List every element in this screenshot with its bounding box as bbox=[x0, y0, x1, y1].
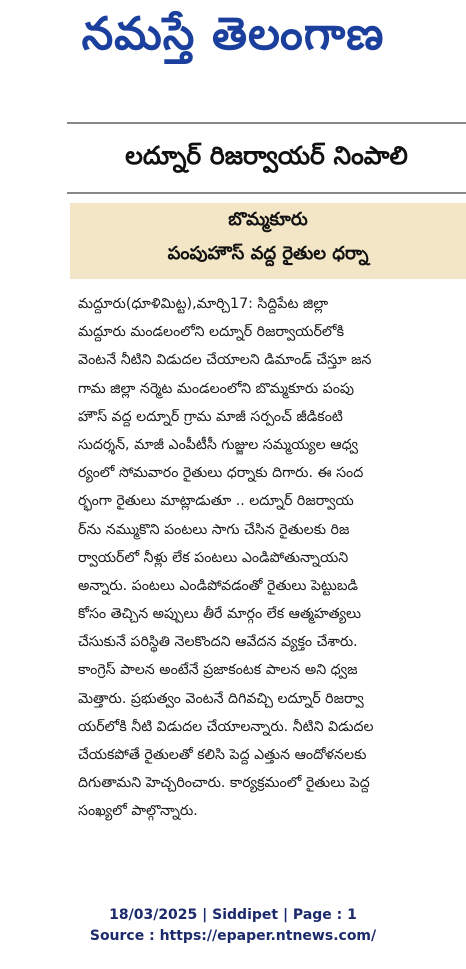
article-line: ర్‌ను నమ్ముకొని పంటలు సాగు చేసిన రైతులకు రిజ bbox=[78, 521, 350, 538]
article-line: మెత్తారు. ప్రభుత్వం వెంటనే దిగివచ్చి లద్నూర్ రిజర్వా bbox=[78, 690, 364, 707]
article-line: హౌస్ వద్ద లద్నూర్ గ్రామ మాజీ సర్పంచ్ జీడికంటి bbox=[78, 408, 343, 425]
newspaper-logo: నమస్తే తెలంగాణ bbox=[81, 7, 385, 60]
article-line: వెంటనే నీటిని విడుదల చేయాలని డిమాండ్ చేస్తూ జన bbox=[78, 352, 372, 369]
article-line: గామ జిల్లా నర్మెట మండలంలోని బొమ్మకూరు పంపు bbox=[78, 380, 355, 397]
masthead bbox=[0, 0, 466, 80]
article-line: సంఖ్యలో పాల్గొన్నారు. bbox=[78, 803, 198, 820]
article-line: కాంగ్రెస్ పాలన అంటేనే ప్రజాకంటక పాలన అని ధ్వజ bbox=[78, 662, 358, 679]
page-footer bbox=[0, 905, 466, 947]
article-line: యర్‌లోకి నీటి విడుదల చేయాలన్నారు. నీటిని విడుదల bbox=[78, 718, 374, 735]
article-line: ర్భంగా రైతులు మాట్లాడుతూ .. లద్నూర్ రిజర్వాయ bbox=[78, 493, 354, 510]
article-line: అన్నారు. పంటలు ఎండిపోవడంతో రైతులు పెట్టుబడి bbox=[78, 577, 358, 594]
headline-bottom-rule bbox=[67, 192, 466, 194]
article-line: మద్దూరు(ధూళిమిట్ట),మార్చి17: సిద్దిపేట జిల్లా bbox=[78, 296, 329, 312]
headline-top-rule bbox=[67, 122, 466, 124]
article-body bbox=[78, 290, 458, 826]
subhead-line-2: పంపుహౌస్ వద్ద రైతుల ధర్నా bbox=[167, 243, 369, 264]
article-headline: లద్నూర్ రిజర్వాయర్ నింపాలి bbox=[125, 141, 408, 170]
footer-date-edition: 18/03/2025 | Siddipet | Page : 1 bbox=[109, 907, 357, 923]
subhead-line-1: బొమ్మకూరు bbox=[228, 209, 308, 230]
article-line: మద్దూరు మండలంలోని లద్నూర్ రిజర్వాయర్‌లోకి bbox=[78, 324, 344, 341]
article-line: ర్వాయర్‌లో నీళ్లు లేక పంటలు ఎండిపోతున్నాయని bbox=[78, 549, 349, 566]
subhead-box bbox=[70, 203, 466, 279]
article-line: చేసుకునే పరిస్థితి నెలకొందని ఆవేదన వ్యక్తం చేశారు. bbox=[78, 634, 358, 651]
article-line: సుదర్శన్, మాజీ ఎంపీటీసీ గుజ్జుల సమ్మయ్యల ఆధ్వ bbox=[78, 436, 358, 453]
article-line: కోసం తెచ్చిన అప్పులు తీరే మార్గం లేక ఆత్మహత్యలు bbox=[78, 606, 362, 623]
article-line: చేయకపోతే రైతులతో కలిసి పెద్ద ఎత్తున ఆందోళనలకు bbox=[78, 747, 367, 763]
footer-source-link[interactable]: Source : https://epaper.ntnews.com/ bbox=[89, 928, 377, 944]
article-line: దిగుతామని హెచ్చరించారు. కార్యక్రమంలో రైతులు పెద్ద bbox=[78, 775, 370, 792]
article-line: ర్యంలో సోమవారం రైతులు ధర్నాకు దిగారు. ఈ సంద bbox=[78, 465, 364, 482]
